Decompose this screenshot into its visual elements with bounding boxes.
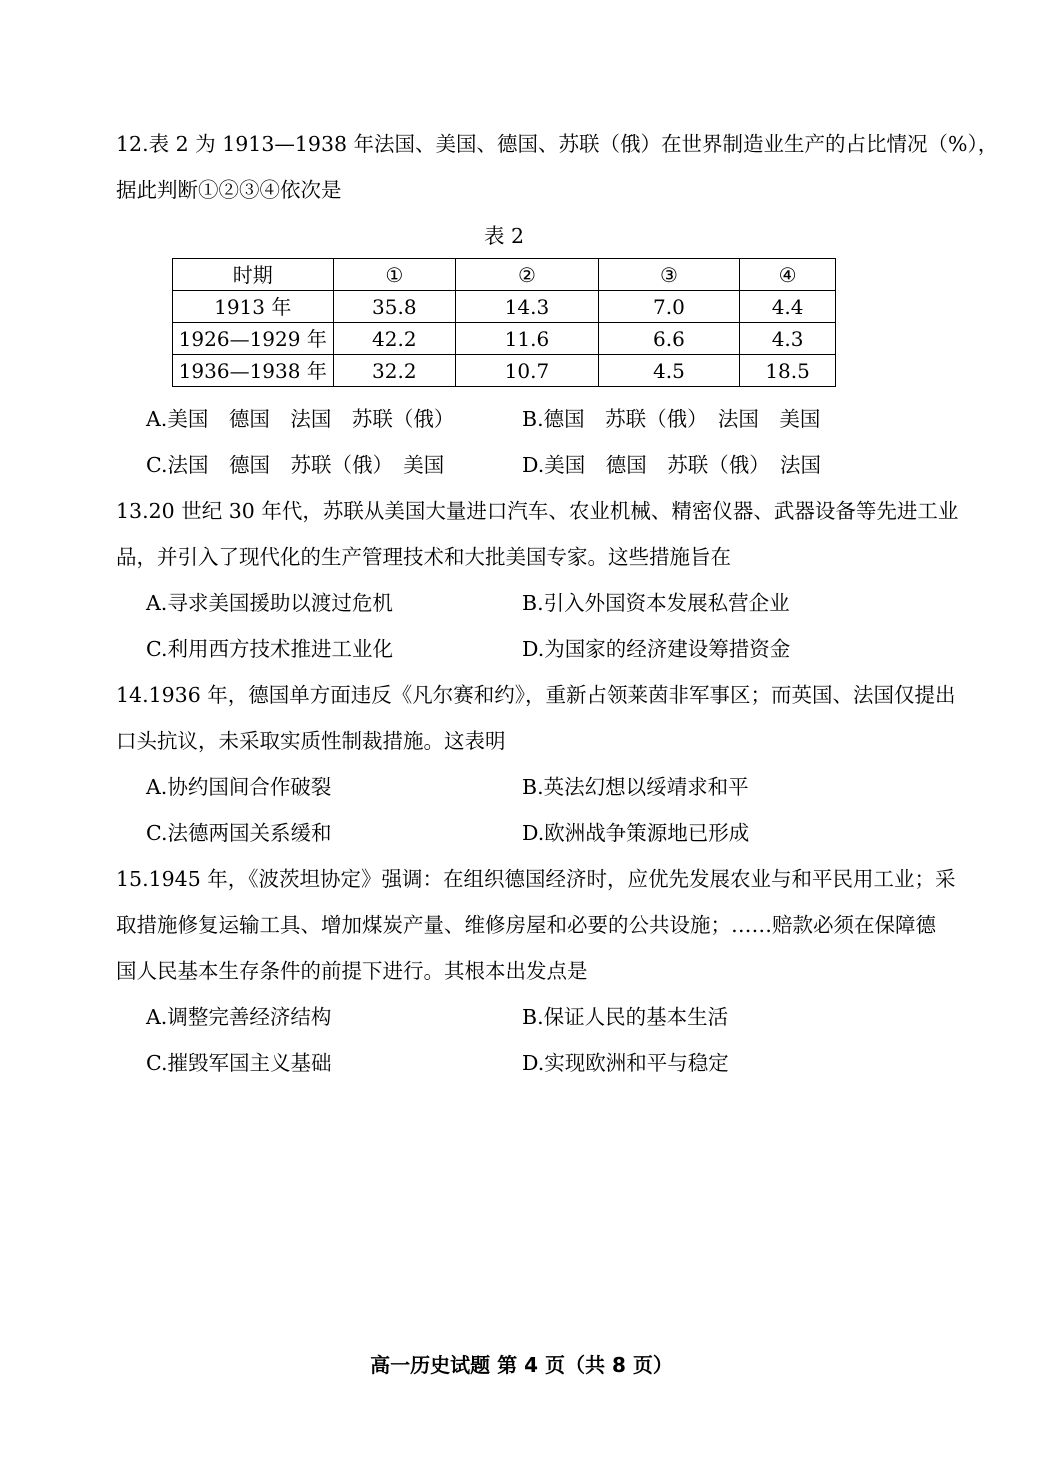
table-cell: 11.6 xyxy=(456,323,599,355)
q12-option-d: D.美国 德国 苏联（俄） 法国 xyxy=(522,453,821,477)
q14-option-a: A.协约国间合作破裂 xyxy=(146,775,332,799)
q12-option-a: A.美国 德国 法国 苏联（俄） xyxy=(146,407,455,431)
q14-option-d: D.欧洲战争策源地已形成 xyxy=(522,821,750,845)
table-row xyxy=(173,323,836,355)
table-header-cell: ① xyxy=(333,259,456,291)
table-row xyxy=(173,291,836,323)
q12-option-b: B.德国 苏联（俄） 法国 美国 xyxy=(522,407,821,431)
table-header-cell: ③ xyxy=(598,259,740,291)
q13-option-a: A.寻求美国援助以渡过危机 xyxy=(146,591,393,615)
table-cell: 4.5 xyxy=(598,355,740,387)
q15-option-d: D.实现欧洲和平与稳定 xyxy=(522,1051,729,1075)
table-cell: 4.3 xyxy=(740,323,836,355)
table-cell: 35.8 xyxy=(333,291,456,323)
q15-option-b: B.保证人民的基本生活 xyxy=(522,1005,729,1029)
q15-stem-line3: 国人民基本生存条件的前提下进行。其根本出发点是 xyxy=(116,959,588,983)
page-footer: 高一历史试题 第 4 页（共 8 页） xyxy=(370,1353,673,1377)
table-row xyxy=(173,355,836,387)
q15-stem-line2: 取措施修复运输工具、增加煤炭产量、维修房屋和必要的公共设施；……赔款必须在保障德 xyxy=(116,913,936,937)
table-cell: 32.2 xyxy=(333,355,456,387)
q12-stem-line1: 12.表 2 为 1913—1938 年法国、美国、德国、苏联（俄）在世界制造业生产的占比情况（%）， xyxy=(116,132,999,156)
q12-stem-line2: 据此判断①②③④依次是 xyxy=(116,178,342,202)
table-cell: 42.2 xyxy=(333,323,456,355)
table-cell: 1926—1929 年 xyxy=(173,323,334,355)
q13-option-d: D.为国家的经济建设筹措资金 xyxy=(522,637,791,661)
table-cell: 18.5 xyxy=(740,355,836,387)
q13-option-c: C.利用西方技术推进工业化 xyxy=(146,637,393,661)
q15-option-c: C.摧毁军国主义基础 xyxy=(146,1051,332,1075)
q14-option-c: C.法德两国关系缓和 xyxy=(146,821,332,845)
q13-stem-line1: 13.20 世纪 30 年代，苏联从美国大量进口汽车、农业机械、精密仪器、武器设备等先进工业 xyxy=(116,499,959,523)
manufacturing-share-table xyxy=(172,258,836,387)
table-caption: 表 2 xyxy=(483,224,525,248)
q15-option-a: A.调整完善经济结构 xyxy=(146,1005,332,1029)
q13-stem-line2: 品，并引入了现代化的生产管理技术和大批美国专家。这些措施旨在 xyxy=(116,545,731,569)
q14-stem-line2: 口头抗议，未采取实质性制裁措施。这表明 xyxy=(116,729,506,753)
q14-stem-line1: 14.1936 年，德国单方面违反《凡尔赛和约》，重新占领莱茵非军事区；而英国、法国仅提出 xyxy=(116,683,956,707)
table-cell: 10.7 xyxy=(456,355,599,387)
table-header-cell: 时期 xyxy=(173,259,334,291)
table-header-row xyxy=(173,259,836,291)
table-cell: 14.3 xyxy=(456,291,599,323)
table-cell: 1913 年 xyxy=(173,291,334,323)
q15-stem-line1: 15.1945 年，《波茨坦协定》强调：在组织德国经济时，应优先发展农业与和平民用工业；采 xyxy=(116,867,956,891)
table-header-cell: ④ xyxy=(740,259,836,291)
table-header-cell: ② xyxy=(456,259,599,291)
table-cell: 6.6 xyxy=(598,323,740,355)
table-cell: 1936—1938 年 xyxy=(173,355,334,387)
table-cell: 7.0 xyxy=(598,291,740,323)
q14-option-b: B.英法幻想以绥靖求和平 xyxy=(522,775,749,799)
table-cell: 4.4 xyxy=(740,291,836,323)
q13-option-b: B.引入外国资本发展私营企业 xyxy=(522,591,790,615)
q12-option-c: C.法国 德国 苏联（俄） 美国 xyxy=(146,453,445,477)
